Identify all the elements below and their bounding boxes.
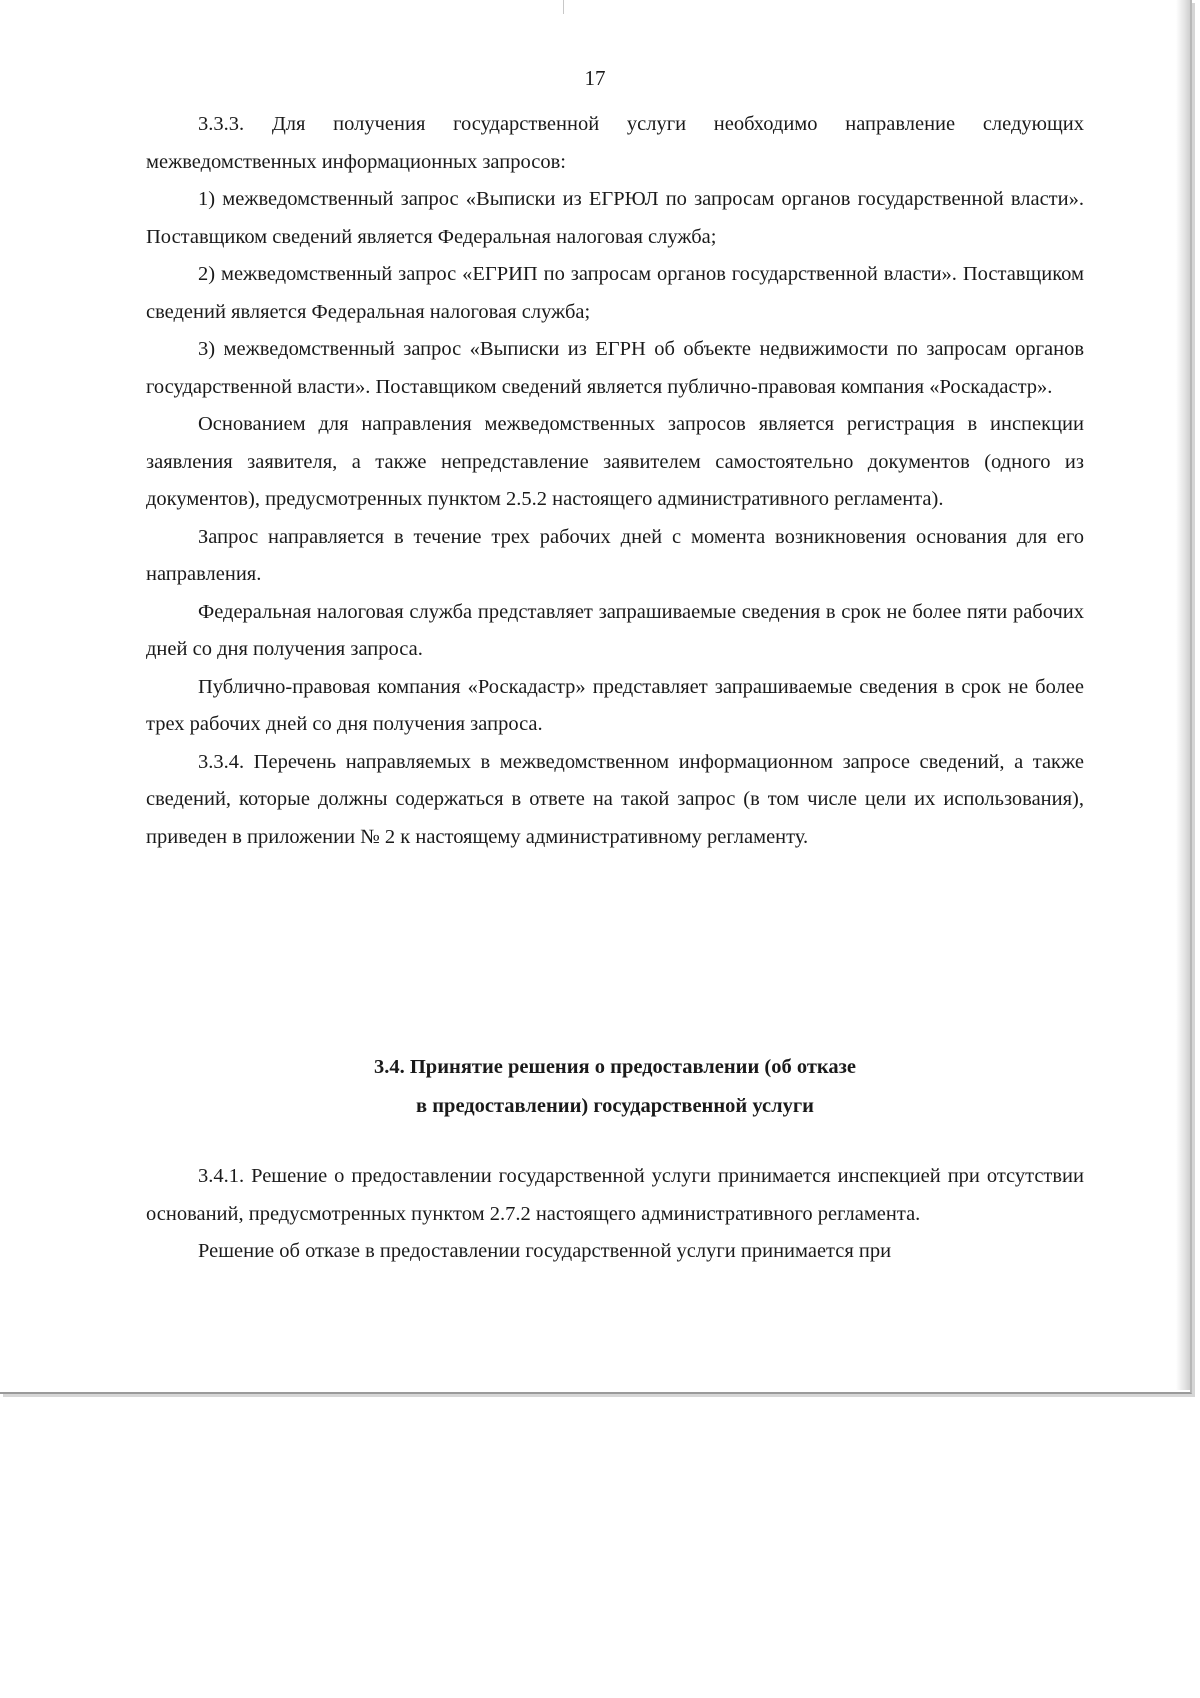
scan-mark	[563, 0, 564, 14]
paragraph-3-3-3: 3.3.3. Для получения государственной услуги необходимо направление следующих межведомственных информационных запросов:	[146, 113, 1084, 173]
section-heading-3-4	[146, 1048, 1084, 1126]
heading-line-1: 3.4. Принятие решения о предоставлении (об отказе	[373, 1056, 857, 1078]
list-item-2: 2) межведомственный запрос «ЕГРИП по запросам органов государственной власти». Поставщиком сведений является Федеральная налоговая служба;	[146, 263, 1084, 323]
paragraph-refusal: Решение об отказе в предоставлении государственной услуги принимается при	[198, 1240, 892, 1262]
scan-edge-shadow	[1176, 0, 1190, 1390]
list-item-1: 1) межведомственный запрос «Выписки из ЕГРЮЛ по запросам органов государственной власти». Поставщиком сведений является Федеральная налоговая служба;	[146, 188, 1084, 248]
list-item-3: 3) межведомственный запрос «Выписки из ЕГРН об объекте недвижимости по запросам органов государственной власти». Поставщиком сведений является публично-правовая компания «Роскадастр».	[146, 338, 1084, 398]
paragraph-basis: Основанием для направления межведомственных запросов является регистрация в инспекции заявления заявителя, а также непредставление заявителем самостоятельно документов (одного из документов), предусмотренных пунктом 2.5.2 настоящего административного регламента).	[146, 413, 1084, 510]
heading-line-2: в предоставлении) государственной услуги	[416, 1095, 814, 1117]
section-3-3-body	[146, 106, 1084, 856]
paragraph-3-4-1: 3.4.1. Решение о предоставлении государственной услуги принимается инспекцией при отсутствии оснований, предусмотренных пунктом 2.7.2 настоящего административного регламента.	[146, 1165, 1084, 1225]
page-number: 17	[584, 66, 606, 90]
paragraph-roskadastr-deadline: Публично-правовая компания «Роскадастр» представляет запрашиваемые сведения в срок не более трех рабочих дней со дня получения запроса.	[146, 675, 1084, 735]
section-3-4-body	[146, 1158, 1084, 1271]
paragraph-3-3-4: 3.3.4. Перечень направляемых в межведомственном информационном запросе сведений, а также сведений, которые должны содержаться в ответе на такой запрос (в том числе цели их использования), приведен в приложении № 2 к настоящему административному регламенту.	[146, 750, 1084, 848]
paragraph-fns-deadline: Федеральная налоговая служба представляет запрашиваемые сведения в срок не более пяти рабочих дней со дня получения запроса.	[146, 600, 1084, 660]
paragraph-request-timing: Запрос направляется в течение трех рабочих дней с момента возникновения основания для его направления.	[146, 525, 1084, 585]
